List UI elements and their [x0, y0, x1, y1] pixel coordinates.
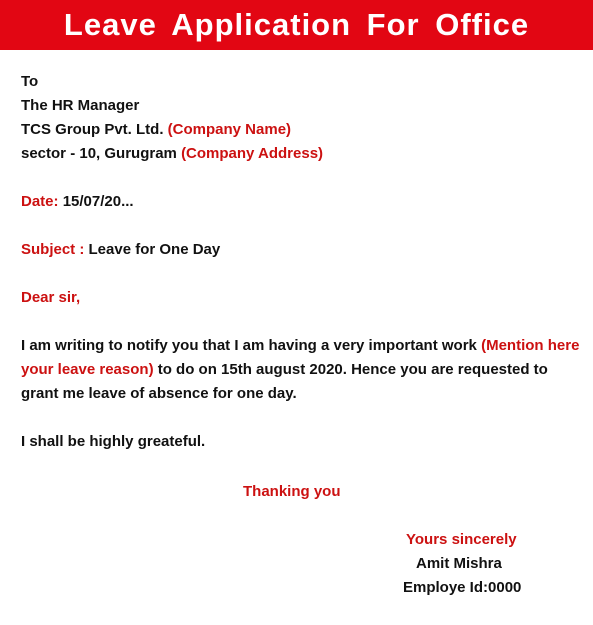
to-label: To	[21, 73, 39, 90]
subject-value: Leave for One Day	[88, 241, 221, 258]
body-hint: (Mention here your leave reason)	[21, 337, 580, 378]
subject-label: Subject :	[21, 241, 85, 258]
address-hint: (Company Address)	[181, 145, 324, 162]
salutation: Dear sir,	[21, 289, 81, 306]
employee-id: Employe Id:0000	[403, 579, 522, 596]
closing-phrase: Yours sincerely	[406, 531, 517, 548]
page-title: Leave Application For Office	[63, 7, 530, 42]
address-line	[21, 142, 586, 166]
sender-name: Amit Mishra	[416, 555, 502, 572]
recipient: The HR Manager	[21, 97, 140, 114]
body-text-2: to do on 15th august 2020. Hence you are requested to grant me leave of absence for one day.	[21, 361, 548, 402]
thanks-line: Thanking you	[243, 483, 341, 500]
company-hint: (Company Name)	[167, 121, 292, 138]
letter-body	[21, 70, 586, 454]
body-text-1: I am writing to notify you that I am having a very important work	[21, 337, 477, 354]
date-label: Date:	[21, 193, 59, 210]
gratitude: I shall be highly greateful.	[21, 433, 206, 450]
subject-line	[21, 238, 586, 262]
company-address: sector - 10, Gurugram	[21, 145, 177, 162]
company-name: TCS Group Pvt. Ltd.	[21, 121, 164, 138]
date-line	[21, 190, 586, 214]
date-value: 15/07/20...	[62, 193, 134, 210]
body-paragraph	[21, 334, 586, 406]
header-banner	[0, 0, 593, 50]
signature-block	[403, 528, 522, 600]
company-line	[21, 118, 586, 142]
